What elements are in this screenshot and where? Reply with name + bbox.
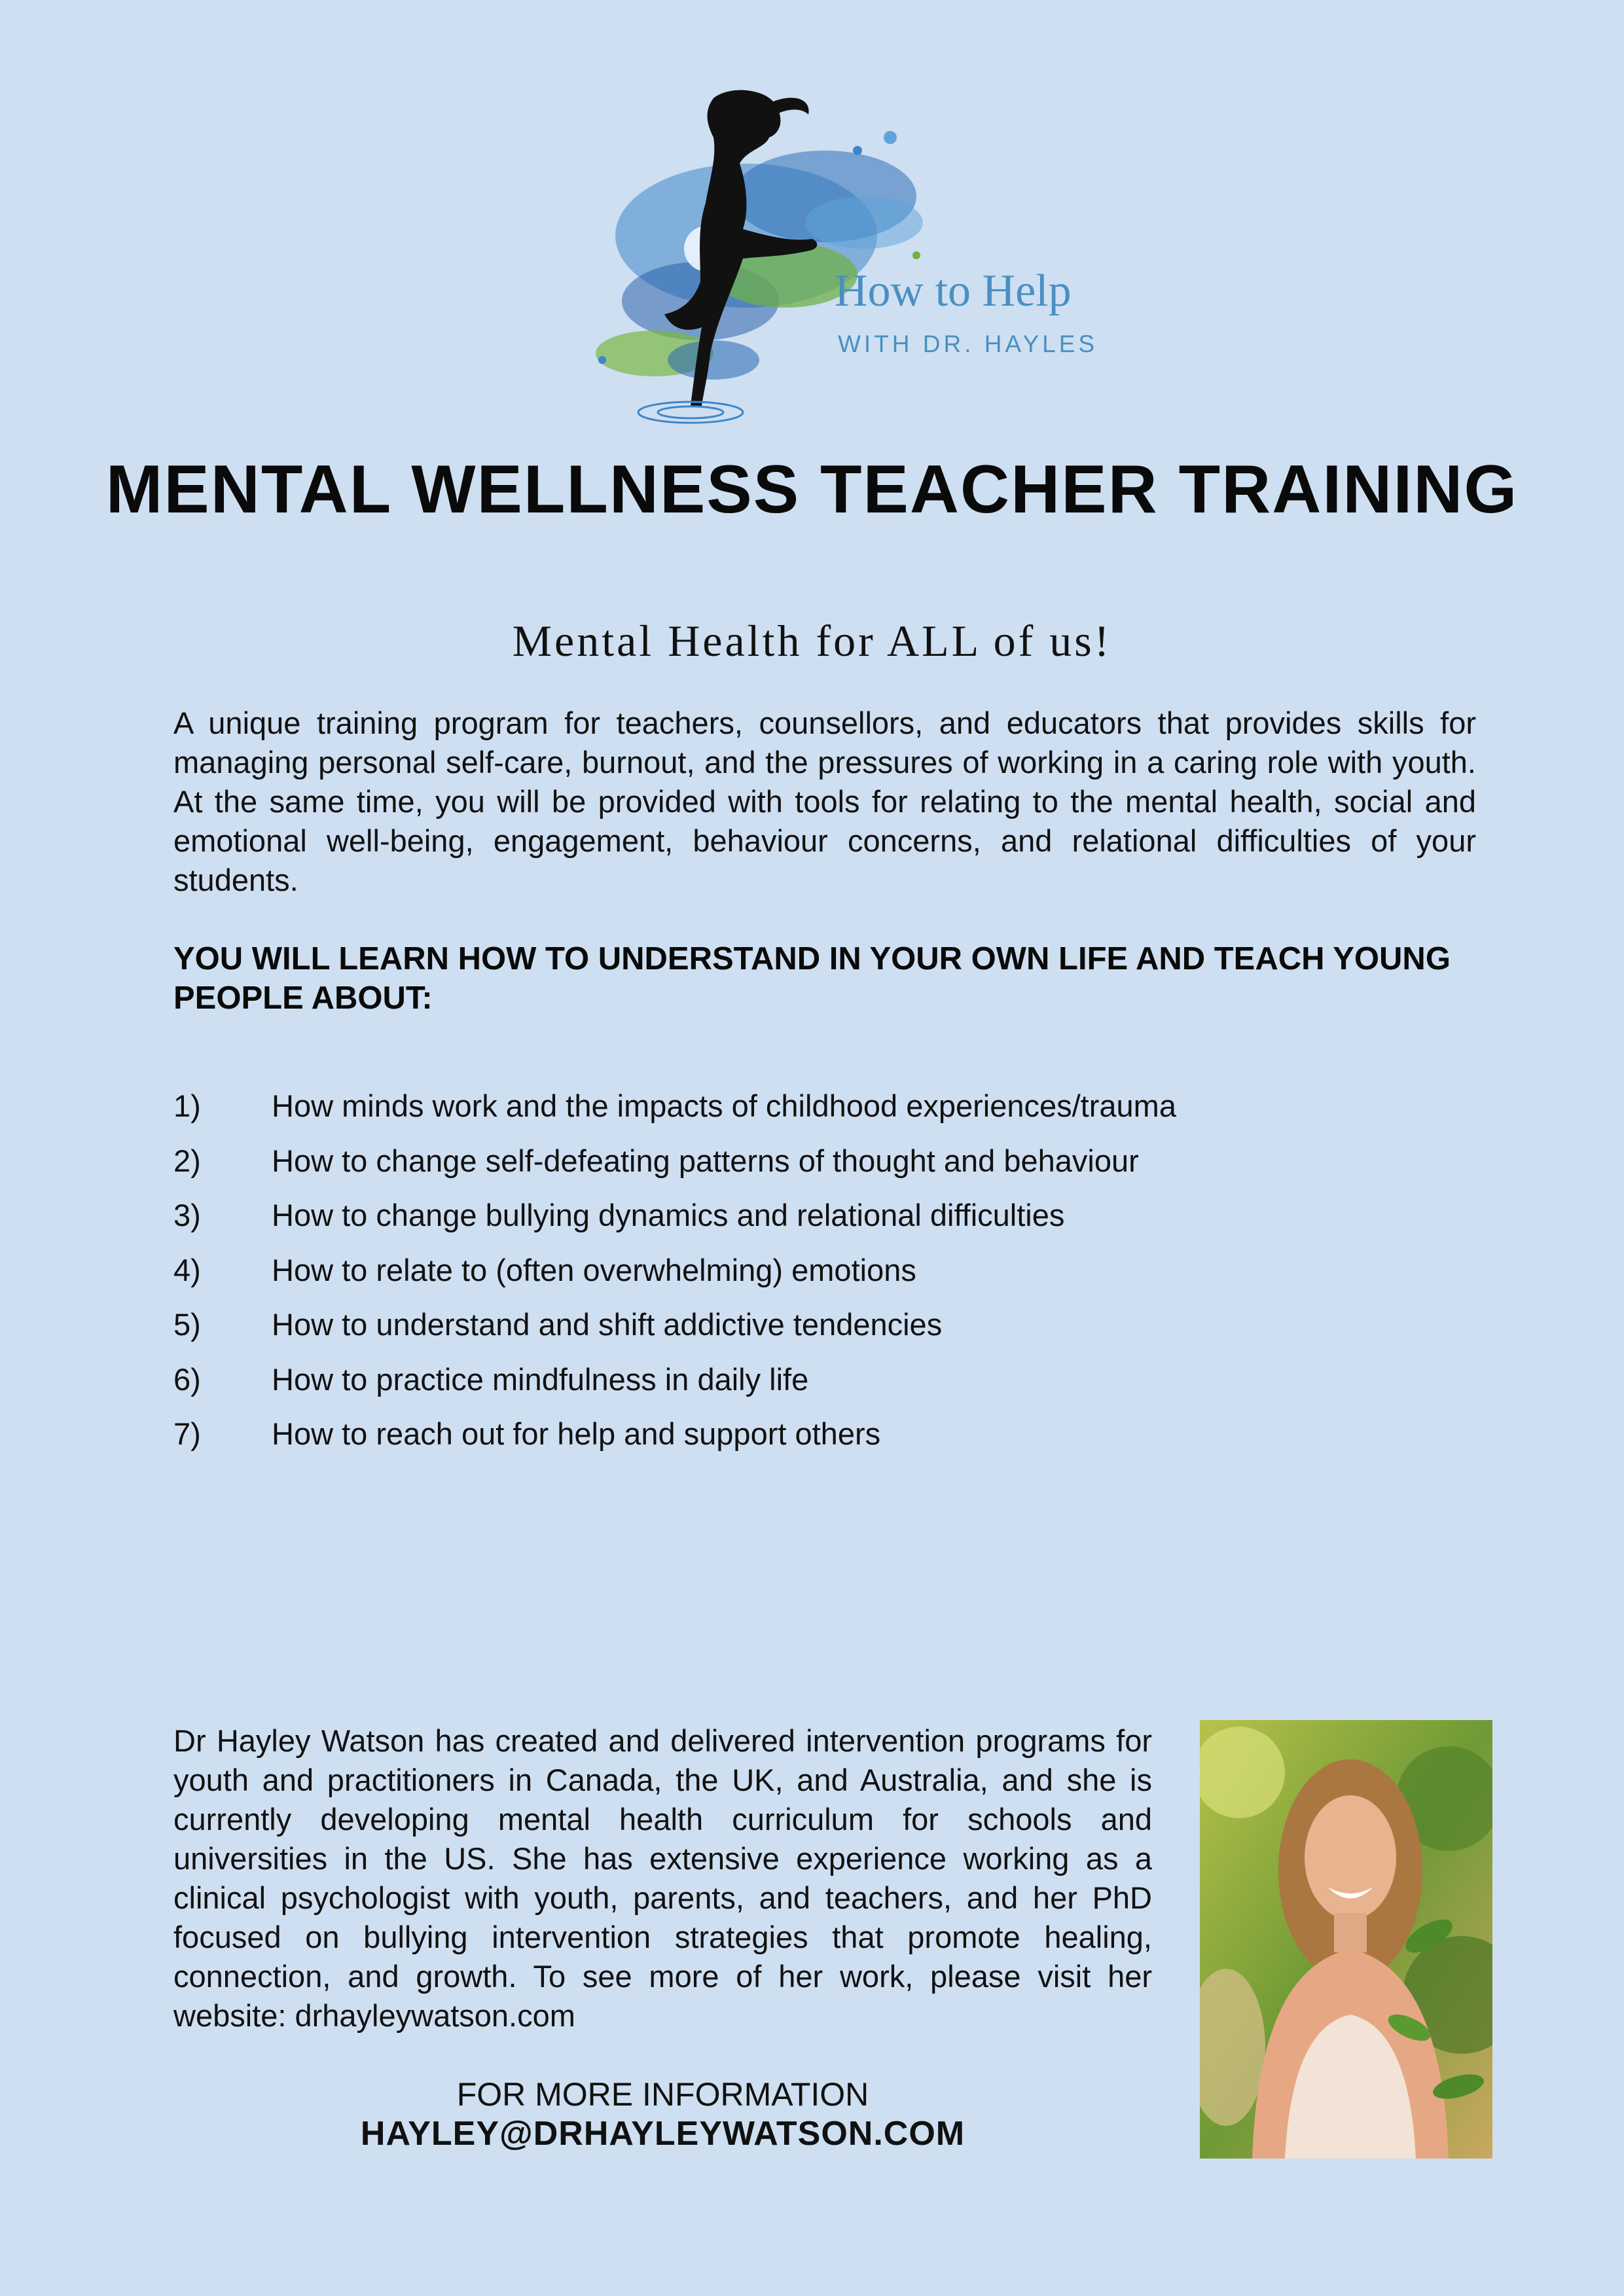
list-item bbox=[173, 1141, 1176, 1196]
list-item bbox=[173, 1086, 1176, 1141]
logo-graphic bbox=[550, 85, 1100, 439]
list-item-text: How to relate to (often overwhelming) emotions bbox=[272, 1252, 916, 1287]
logo-name: How to Help bbox=[835, 266, 1072, 316]
list-item-text: How to reach out for help and support others bbox=[272, 1416, 881, 1451]
contact-email-link[interactable]: HAYLEY@DRHAYLEYWATSON.COM bbox=[360, 2115, 965, 2153]
portrait-photo bbox=[1200, 1720, 1492, 2159]
list-item-text: How minds work and the impacts of childhood experiences/trauma bbox=[272, 1088, 1176, 1123]
list-item bbox=[173, 1196, 1176, 1251]
topic-list bbox=[173, 1086, 1176, 1469]
more-info-label: FOR MORE INFORMATION bbox=[456, 2076, 869, 2113]
page-subtitle: Mental Health for ALL of us! bbox=[512, 616, 1112, 666]
list-item-text: How to practice mindfulness in daily life bbox=[272, 1361, 809, 1397]
list-item-number: 7) bbox=[173, 1416, 201, 1451]
list-item bbox=[173, 1414, 1176, 1469]
list-item-number: 5) bbox=[173, 1307, 201, 1342]
page-title: MENTAL WELLNESS TEACHER TRAINING bbox=[105, 452, 1519, 528]
bio-paragraph: Dr Hayley Watson has created and delivered intervention programs for youth and practitioners in Canada, the UK, and Australia, and she is currently developing mental health curriculum for schools and universities in the US. She has extensive experience working as a clinical psychologist with youth, parents, and teachers, and her PhD focused on bullying intervention strategies that promote healing, connection, and growth. To see more of her work, please visit her website: drhayleywatson.com bbox=[173, 1723, 1152, 2033]
list-item-number: 6) bbox=[173, 1361, 201, 1397]
logo-tagline: WITH DR. HAYLES bbox=[838, 331, 1098, 357]
list-item-number: 1) bbox=[173, 1088, 201, 1123]
list-item-number: 3) bbox=[173, 1198, 201, 1232]
list-item-text: How to change bullying dynamics and relational difficulties bbox=[272, 1198, 1065, 1232]
list-item bbox=[173, 1360, 1176, 1415]
list-item bbox=[173, 1305, 1176, 1360]
list-item-text: How to understand and shift addictive tendencies bbox=[272, 1307, 943, 1342]
list-item-number: 2) bbox=[173, 1143, 201, 1178]
intro-paragraph: A unique training program for teachers, counsellors, and educators that provides skills for managing personal self-care, burnout, and the pressures of working in a caring role with youth. At the same time, you will be provided with tools for relating to the mental health, social and emotional well-being, engagement, behaviour concerns, and relational difficulties of your students. bbox=[173, 706, 1476, 897]
learn-heading: YOU WILL LEARN HOW TO UNDERSTAND IN YOUR OWN LIFE AND TEACH YOUNG PEOPLE ABOUT: bbox=[173, 941, 1451, 1016]
list-item bbox=[173, 1251, 1176, 1306]
list-item-number: 4) bbox=[173, 1252, 201, 1287]
list-item-text: How to change self-defeating patterns of thought and behaviour bbox=[272, 1143, 1139, 1178]
brand-logo bbox=[550, 85, 1100, 439]
